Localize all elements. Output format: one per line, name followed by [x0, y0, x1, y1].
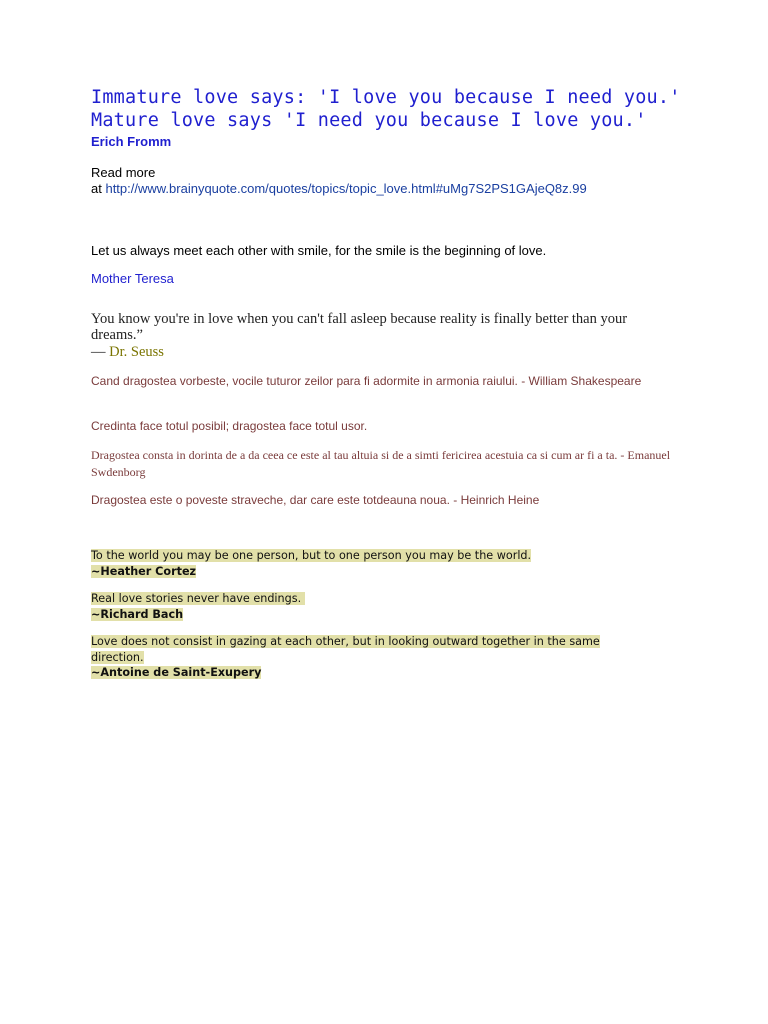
shakespeare-quote: Cand dragostea vorbeste, vocile tuturor zeilor para fi adormite in armonia raiului. - William Shakespeare	[91, 374, 642, 388]
highlighted-quote-author: ~Richard Bach	[91, 607, 184, 621]
teresa-quote: Let us always meet each other with smile, for the smile is the beginning of love.	[91, 243, 547, 258]
read-more-label: Read more	[91, 165, 156, 180]
seuss-dash: ―	[91, 344, 106, 360]
teresa-author: Mother Teresa	[91, 271, 174, 286]
fromm-quote-line-2: Mature love says 'I need you because I love you.'	[91, 110, 647, 131]
swedenborg-quote: Dragostea consta in dorinta de a da ceea ce este al tau altuia si de a simti fericirea acestuia ca si cum ar fi a ta. - Emanuel Swdenborg	[91, 448, 671, 479]
read-more-at: at	[91, 181, 102, 196]
highlighted-quote-author: ~Antoine de Saint-Exupery	[91, 666, 262, 679]
seuss-attribution	[91, 344, 164, 361]
credinta-quote: Credinta face totul posibil; dragostea face totul usor.	[91, 419, 368, 433]
fromm-quote	[91, 86, 681, 132]
read-more	[91, 165, 587, 197]
highlighted-quote-author: ~Heather Cortez	[91, 564, 197, 578]
seuss-quote: You know you're in love when you can't fall asleep because reality is finally better than your dreams.”	[91, 311, 628, 343]
highlighted-quote-text: Real love stories never have endings.	[91, 592, 305, 605]
heine-quote: Dragostea este o poveste straveche, dar care este totdeauna noua. - Heinrich Heine	[91, 493, 540, 507]
brainyquote-link[interactable]: http://www.brainyquote.com/quotes/topics/topic_love.html#uMg7S2PS1GAjeQ8z.99	[105, 181, 587, 196]
highlighted-quote-cortez	[91, 548, 651, 579]
highlighted-quote-text: To the world you may be one person, but to one person you may be the world.	[91, 549, 532, 562]
seuss-author: Dr. Seuss	[109, 344, 164, 360]
highlighted-quote-bach	[91, 591, 651, 622]
highlighted-quote-exupery	[91, 634, 651, 681]
fromm-author: Erich Fromm	[91, 134, 172, 149]
fromm-quote-line-1: Immature love says: 'I love you because I need you.'	[91, 87, 681, 108]
highlighted-quote-text: Love does not consist in gazing at each other, but in looking outward together in the same direction.	[91, 635, 600, 664]
